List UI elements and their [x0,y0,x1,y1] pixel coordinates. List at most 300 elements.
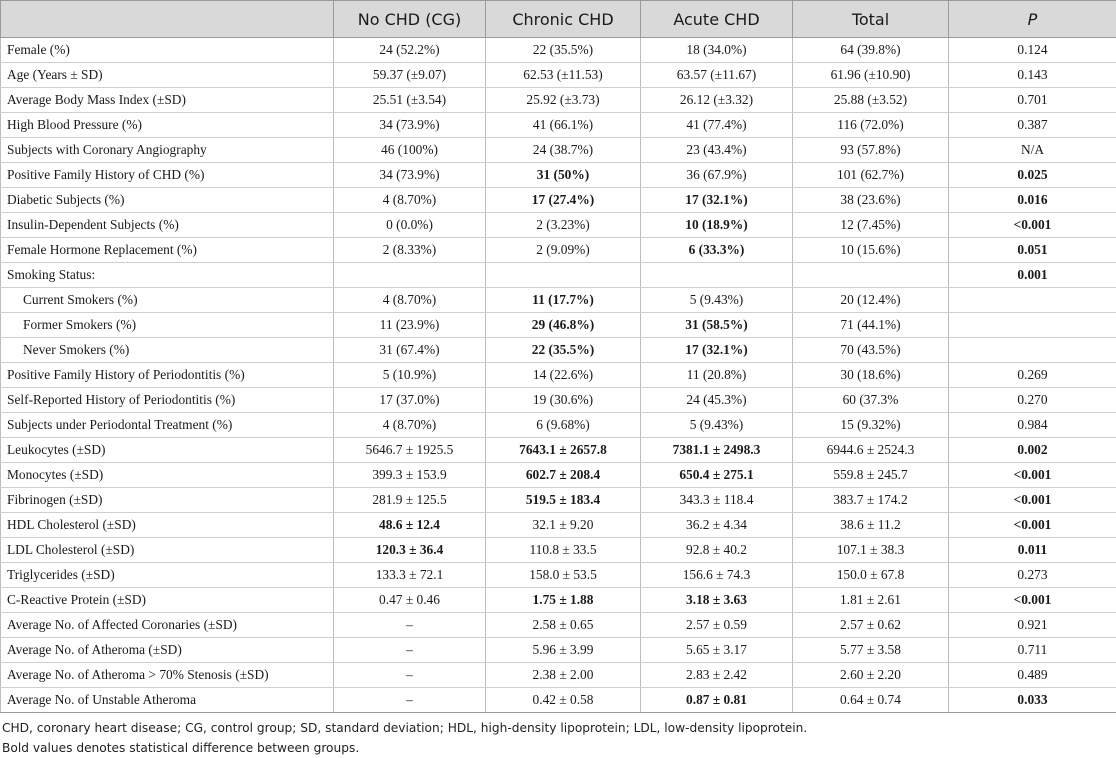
cell-acute-chd [641,688,793,713]
table-row [1,313,1116,338]
cell-value: 71 (44.1%) [840,317,901,332]
cell-no-chd [334,188,486,213]
cell-acute-chd [641,213,793,238]
table-row [1,238,1116,263]
cell-value: 26.12 (±3.32) [679,92,754,107]
cell-value: 7643.1 ± 2657.8 [519,442,607,457]
cell-value: <0.001 [1013,492,1052,507]
cell-p-value [949,88,1116,113]
cell-value: 17 (32.1%) [685,342,748,357]
cell-chronic-chd [486,388,641,413]
cell-no-chd [334,213,486,238]
cell-value: 4 (8.70%) [382,292,437,307]
cell-chronic-chd [486,188,641,213]
cell-value: 14 (22.6%) [532,367,594,382]
cell-total [793,188,949,213]
cell-p-value [949,663,1116,688]
cell-no-chd [334,163,486,188]
cell-value: 150.0 ± 67.8 [836,567,905,582]
cell-acute-chd [641,313,793,338]
cell-acute-chd [641,613,793,638]
cell-value: 22 (35.5%) [532,42,594,57]
cell-no-chd [334,113,486,138]
cell-value: 0.269 [1017,367,1048,382]
cell-total [793,263,949,288]
row-label: Triglycerides (±SD) [1,563,334,588]
cell-no-chd [334,338,486,363]
cell-p-value [949,238,1116,263]
cell-p-value [949,363,1116,388]
cell-total [793,163,949,188]
cell-p-value [949,488,1116,513]
row-label: Former Smokers (%) [1,313,334,338]
cell-value: 5 (10.9%) [382,367,437,382]
cell-p-value [949,313,1116,338]
cell-p-value [949,63,1116,88]
cell-value: 38.6 ± 11.2 [840,517,901,532]
cell-chronic-chd [486,688,641,713]
cell-value: 22 (35.5%) [531,342,595,357]
cell-value: 0.033 [1017,692,1048,707]
table-footnotes [2,718,807,758]
cell-p-value [949,338,1116,363]
cell-value: 0.270 [1017,392,1048,407]
table-row [1,538,1116,563]
cell-value: 31 (58.5%) [685,317,748,332]
cell-acute-chd [641,513,793,538]
cell-value: 4 (8.70%) [382,417,437,432]
cell-p-value [949,213,1116,238]
cell-no-chd [334,438,486,463]
cell-value: 2 (3.23%) [536,217,590,232]
cell-value: 0.124 [1017,42,1048,57]
cell-value: 32.1 ± 9.20 [532,517,594,532]
cell-acute-chd [641,413,793,438]
row-label: HDL Cholesterol (±SD) [1,513,334,538]
cell-value: 12 (7.45%) [840,217,901,232]
row-label: Subjects with Coronary Angiography [1,138,334,163]
cell-p-value [949,113,1116,138]
cell-chronic-chd [486,513,641,538]
cell-value: 10 (15.6%) [840,242,901,257]
row-label: Smoking Status: [1,263,334,288]
row-label: Average No. of Unstable Atheroma [1,688,334,713]
cell-p-value [949,188,1116,213]
row-label: Never Smokers (%) [1,338,334,363]
cell-total [793,663,949,688]
table-row [1,138,1116,163]
cell-value: 519.5 ± 183.4 [525,492,601,507]
cell-value: 29 (46.8%) [531,317,595,332]
table-row [1,463,1116,488]
cell-value: – [406,692,413,707]
cell-chronic-chd [486,138,641,163]
cell-value: 48.6 ± 12.4 [379,517,440,532]
cell-total [793,363,949,388]
cell-value: 383.7 ± 174.2 [833,492,908,507]
cell-no-chd [334,238,486,263]
row-label: High Blood Pressure (%) [1,113,334,138]
row-label: Self-Reported History of Periodontitis (%) [1,388,334,413]
cell-no-chd [334,88,486,113]
cell-p-value [949,513,1116,538]
cell-value: 5 (9.43%) [689,417,744,432]
cell-value: 0.001 [1017,267,1048,282]
cell-value: 31 (50%) [536,167,590,182]
table-row [1,613,1116,638]
cell-no-chd [334,63,486,88]
table-row [1,663,1116,688]
row-label: Fibrinogen (±SD) [1,488,334,513]
cell-chronic-chd [486,63,641,88]
cell-value: 24 (52.2%) [379,42,440,57]
table-row [1,688,1116,713]
cell-acute-chd [641,38,793,63]
cell-value: 7381.1 ± 2498.3 [672,442,761,457]
cell-value: 0.984 [1017,417,1048,432]
row-label: Average No. of Affected Coronaries (±SD) [1,613,334,638]
row-label: LDL Cholesterol (±SD) [1,538,334,563]
cell-acute-chd [641,538,793,563]
cell-chronic-chd [486,438,641,463]
row-label: Age (Years ± SD) [1,63,334,88]
cell-value: <0.001 [1013,217,1052,232]
cell-value: 3.18 ± 3.63 [686,592,747,607]
cell-value: 30 (18.6%) [840,367,901,382]
cell-no-chd [334,363,486,388]
cell-p-value [949,463,1116,488]
row-label: Female (%) [1,38,334,63]
cell-value: 6 (9.68%) [536,417,590,432]
cell-acute-chd [641,588,793,613]
cell-total [793,288,949,313]
cell-total [793,313,949,338]
cell-total [793,513,949,538]
cell-acute-chd [641,188,793,213]
table-row [1,638,1116,663]
cell-p-value [949,563,1116,588]
cell-total [793,638,949,663]
cell-acute-chd [641,263,793,288]
cell-no-chd [334,563,486,588]
cell-value: 5.65 ± 3.17 [686,642,747,657]
cell-value: 0.87 ± 0.81 [686,692,747,707]
cell-acute-chd [641,463,793,488]
header-row [1,1,1116,38]
cell-chronic-chd [486,163,641,188]
cell-value: 25.88 (±3.52) [833,92,908,107]
cell-value: 61.96 (±10.90) [830,67,911,82]
header-acute-chd: Acute CHD [641,1,793,38]
header-total: Total [793,1,949,38]
cell-p-value [949,163,1116,188]
cell-acute-chd [641,138,793,163]
cell-acute-chd [641,63,793,88]
table-row [1,413,1116,438]
row-label: Average Body Mass Index (±SD) [1,88,334,113]
cell-acute-chd [641,238,793,263]
cell-value: 36 (67.9%) [686,167,747,182]
row-label: Subjects under Periodontal Treatment (%) [1,413,334,438]
cell-value: 343.3 ± 118.4 [679,492,754,507]
cell-chronic-chd [486,638,641,663]
cell-total [793,138,949,163]
cell-no-chd [334,138,486,163]
cell-value: 15 (9.32%) [840,417,901,432]
table-row [1,438,1116,463]
cell-no-chd [334,663,486,688]
cell-no-chd [334,538,486,563]
row-label: Positive Family History of CHD (%) [1,163,334,188]
cell-value: 34 (73.9%) [379,117,440,132]
cell-value: – [406,642,413,657]
cell-value: 59.37 (±9.07) [372,67,447,82]
cell-value: 116 (72.0%) [837,117,904,132]
cell-value: 0.002 [1017,442,1048,457]
cell-no-chd [334,638,486,663]
cell-value: 70 (43.5%) [840,342,901,357]
cell-p-value [949,438,1116,463]
cell-value: 60 (37.3% [842,392,899,407]
cell-total [793,413,949,438]
cell-p-value [949,138,1116,163]
cell-value: 0.016 [1017,192,1048,207]
row-label: Positive Family History of Periodontitis (%) [1,363,334,388]
table-row [1,63,1116,88]
cell-value: 92.8 ± 40.2 [686,542,747,557]
cell-total [793,213,949,238]
cell-chronic-chd [486,213,641,238]
cell-value: 6944.6 ± 2524.3 [826,442,915,457]
cell-acute-chd [641,363,793,388]
table-row [1,513,1116,538]
cell-no-chd [334,38,486,63]
cell-no-chd [334,488,486,513]
cell-value: 2 (8.33%) [382,242,437,257]
cell-chronic-chd [486,288,641,313]
table-row [1,113,1116,138]
cell-value: 2.83 ± 2.42 [686,667,747,682]
cell-value: 36.2 ± 4.34 [686,517,747,532]
table-header [1,1,1116,38]
cell-value: 10 (18.9%) [685,217,748,232]
cell-value: 5646.7 ± 1925.5 [365,442,454,457]
cell-no-chd [334,688,486,713]
cell-value: 133.3 ± 72.1 [375,567,444,582]
cell-value: 93 (57.8%) [840,142,901,157]
cell-value: 156.6 ± 74.3 [682,567,751,582]
cell-acute-chd [641,488,793,513]
cell-p-value [949,613,1116,638]
cell-acute-chd [641,438,793,463]
table-row [1,563,1116,588]
cell-value: 281.9 ± 125.5 [372,492,447,507]
cell-value: 34 (73.9%) [379,167,440,182]
cell-value: 17 (37.0%) [379,392,440,407]
cell-value: 38 (23.6%) [840,192,901,207]
cell-value: 4 (8.70%) [382,192,437,207]
cell-acute-chd [641,338,793,363]
header-label-column [1,1,334,38]
cell-acute-chd [641,113,793,138]
cell-chronic-chd [486,588,641,613]
cell-value: 46 (100%) [381,142,438,157]
cell-value: 23 (43.4%) [686,142,747,157]
cell-acute-chd [641,563,793,588]
cell-total [793,588,949,613]
row-label: Leukocytes (±SD) [1,438,334,463]
cell-value: 5.77 ± 3.58 [840,642,901,657]
table-row [1,488,1116,513]
cell-value: 110.8 ± 33.5 [529,542,597,557]
cell-acute-chd [641,663,793,688]
cell-no-chd [334,463,486,488]
cell-value: 2.38 ± 2.00 [532,667,594,682]
cell-acute-chd [641,288,793,313]
cell-value: 0.273 [1017,567,1048,582]
cell-value: 41 (66.1%) [532,117,594,132]
cell-value: – [406,667,413,682]
cell-p-value [949,588,1116,613]
row-label: Diabetic Subjects (%) [1,188,334,213]
cell-value: 602.7 ± 208.4 [525,467,601,482]
cell-value: 2.60 ± 2.20 [840,667,901,682]
cell-chronic-chd [486,488,641,513]
cell-value: <0.001 [1013,592,1052,607]
cell-value: 0.42 ± 0.58 [532,692,594,707]
cell-acute-chd [641,88,793,113]
cell-no-chd [334,288,486,313]
cell-p-value [949,388,1116,413]
cell-acute-chd [641,388,793,413]
header-p-value: P [949,1,1116,38]
row-label: Average No. of Atheroma > 70% Stenosis (±SD) [1,663,334,688]
table-row [1,163,1116,188]
cell-chronic-chd [486,413,641,438]
cell-chronic-chd [486,363,641,388]
row-label: Current Smokers (%) [1,288,334,313]
footnote-abbreviations: CHD, coronary heart disease; CG, control group; SD, standard deviation; HDL, high-density lipoprotein; LDL, low-density lipoprotein. [2,721,808,735]
cell-total [793,438,949,463]
cell-no-chd [334,313,486,338]
cell-no-chd [334,513,486,538]
cell-total [793,613,949,638]
cell-chronic-chd [486,463,641,488]
cell-total [793,463,949,488]
cell-value: 1.75 ± 1.88 [532,592,594,607]
table-row [1,288,1116,313]
cell-total [793,113,949,138]
row-label: Insulin-Dependent Subjects (%) [1,213,334,238]
cell-value: 2 (9.09%) [536,242,590,257]
cell-value: 63.57 (±11.67) [676,67,757,82]
cell-p-value [949,288,1116,313]
cell-value: 0.387 [1017,117,1048,132]
cell-value: 0 (0.0%) [386,217,433,232]
table-row [1,588,1116,613]
cell-value: 31 (67.4%) [379,342,440,357]
cell-total [793,688,949,713]
cell-value: 24 (45.3%) [686,392,747,407]
cell-value: 0.011 [1017,542,1048,557]
cell-value: 20 (12.4%) [840,292,901,307]
cell-value: 41 (77.4%) [686,117,747,132]
cell-chronic-chd [486,563,641,588]
table-row [1,263,1116,288]
cell-chronic-chd [486,88,641,113]
cell-p-value [949,38,1116,63]
cell-value: 0.051 [1017,242,1048,257]
cell-value: 62.53 (±11.53) [523,67,603,82]
cell-value: N/A [1020,142,1045,157]
cell-chronic-chd [486,238,641,263]
cell-value: 2.58 ± 0.65 [532,617,594,632]
cell-value: 18 (34.0%) [686,42,747,57]
cell-total [793,38,949,63]
cell-value: 0.711 [1017,642,1048,657]
cell-value: 559.8 ± 245.7 [833,467,908,482]
cell-p-value [949,688,1116,713]
row-label: Female Hormone Replacement (%) [1,238,334,263]
cell-value: 158.0 ± 53.5 [529,567,597,582]
cell-value: 5 (9.43%) [689,292,744,307]
cell-p-value [949,538,1116,563]
cell-value: <0.001 [1013,467,1052,482]
row-label: Average No. of Atheroma (±SD) [1,638,334,663]
cell-value: 120.3 ± 36.4 [375,542,444,557]
cell-chronic-chd [486,313,641,338]
cell-total [793,388,949,413]
cell-value: 1.81 ± 2.61 [840,592,901,607]
cell-chronic-chd [486,538,641,563]
cell-value: 6 (33.3%) [688,242,745,257]
cell-value: 650.4 ± 275.1 [679,467,754,482]
cell-value: 64 (39.8%) [840,42,901,57]
cell-value: 0.025 [1017,167,1048,182]
cell-chronic-chd [486,113,641,138]
cell-value: 5.96 ± 3.99 [532,642,594,657]
cell-value: 24 (38.7%) [532,142,594,157]
cell-total [793,538,949,563]
cell-chronic-chd [486,38,641,63]
cell-value: 25.51 (±3.54) [372,92,447,107]
header-no-chd: No CHD (CG) [334,1,486,38]
cell-p-value [949,263,1116,288]
cell-value: – [406,617,413,632]
cell-value: 11 (23.9%) [379,317,440,332]
cell-chronic-chd [486,663,641,688]
cell-no-chd [334,388,486,413]
cell-no-chd [334,263,486,288]
cell-value: 2.57 ± 0.62 [840,617,901,632]
table-row [1,338,1116,363]
table-row [1,388,1116,413]
cell-value: 399.3 ± 153.9 [372,467,447,482]
cell-total [793,563,949,588]
cell-value: 11 (17.7%) [532,292,594,307]
row-label: Monocytes (±SD) [1,463,334,488]
cell-value: 17 (27.4%) [531,192,595,207]
cell-acute-chd [641,638,793,663]
cell-p-value [949,413,1116,438]
header-chronic-chd: Chronic CHD [486,1,641,38]
cell-value: 17 (32.1%) [685,192,748,207]
cell-value: 0.47 ± 0.46 [379,592,440,607]
table-row [1,188,1116,213]
cell-value: <0.001 [1013,517,1052,532]
cell-no-chd [334,588,486,613]
cell-p-value [949,638,1116,663]
